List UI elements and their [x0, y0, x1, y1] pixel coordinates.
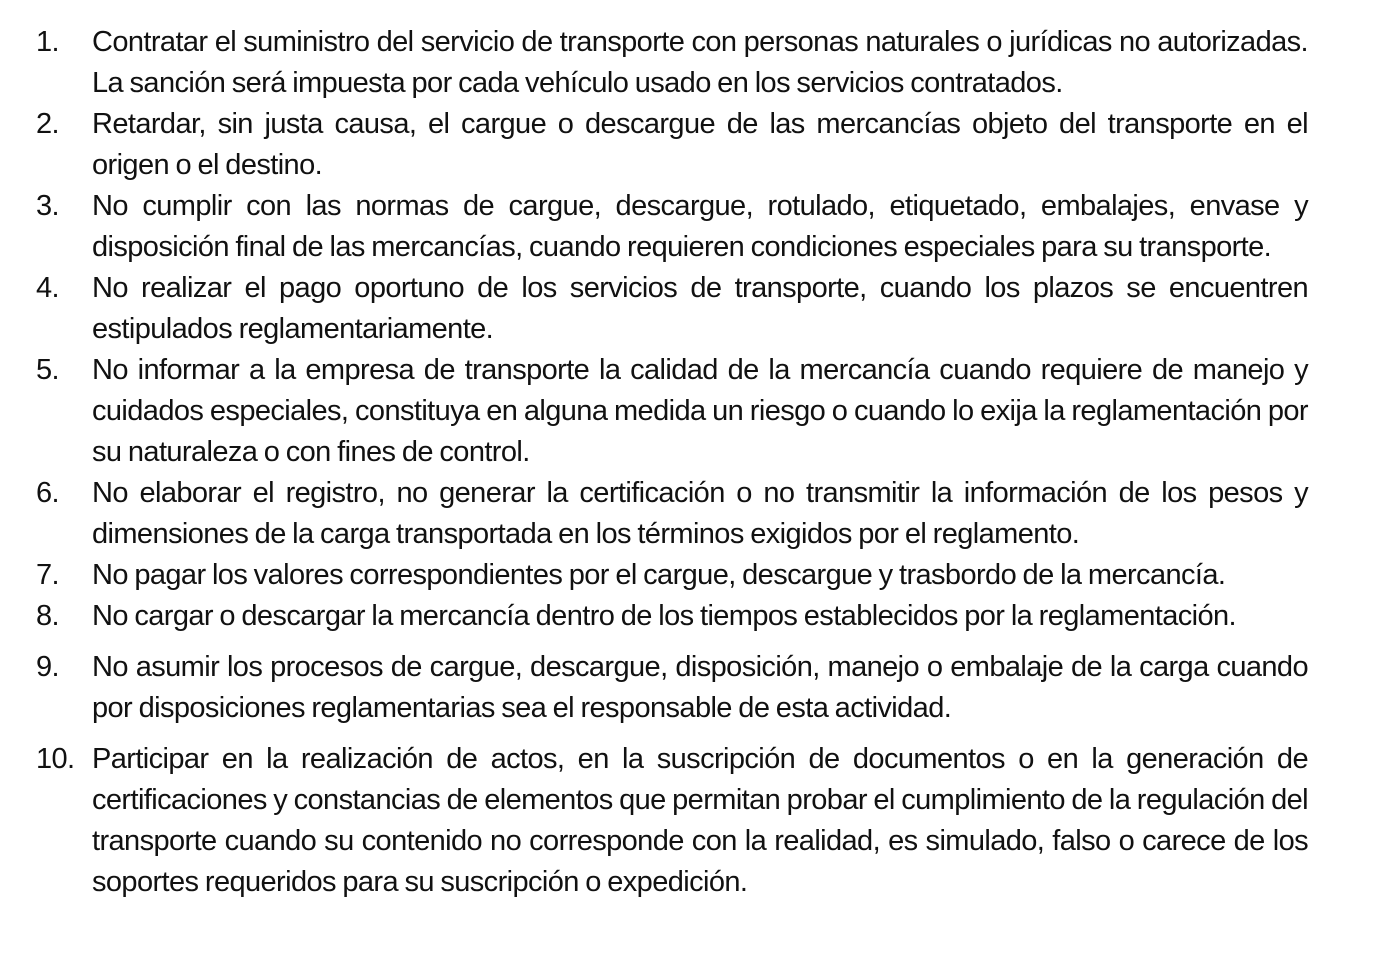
list-item: [0, 186, 1390, 268]
item-number: 1.: [36, 26, 59, 58]
list-item: [0, 268, 1390, 350]
list-item: [0, 22, 1390, 104]
item-number: 8.: [36, 600, 59, 632]
item-number: 6.: [36, 477, 59, 509]
item-number: 2.: [36, 108, 59, 140]
item-text: No informar a la empresa de transporte la calidad de la mercancía cuando requiere de manejo y cuidados especiales, constituya en alguna medida un riesgo o cuando lo exija la reglamentación por su naturaleza o con fines de control.: [92, 354, 1308, 468]
item-text: Participar en la realización de actos, en la suscripción de documentos o en la generación de certificaciones y constancias de elementos que permitan probar el cumplimiento de la regulación del transporte cuando su contenido no corresponde con la realidad, es simulado, falso o carece de los soportes requeridos para su suscripción o expedición.: [92, 743, 1308, 898]
item-text: No cumplir con las normas de cargue, descargue, rotulado, etiquetado, embalajes, envase y disposición final de las mercancías, cuando requieren condiciones especiales para su transporte.: [92, 190, 1308, 263]
item-text: Retardar, sin justa causa, el cargue o descargue de las mercancías objeto del transporte en el origen o el destino.: [92, 108, 1308, 181]
list-item: [0, 647, 1390, 729]
numbered-list: [0, 22, 1390, 903]
list-item: [0, 104, 1390, 186]
item-text: No realizar el pago oportuno de los servicios de transporte, cuando los plazos se encuentren estipulados reglamentariamente.: [92, 272, 1308, 345]
list-item: [0, 555, 1390, 596]
item-number: 9.: [36, 651, 59, 683]
item-number: 7.: [36, 559, 59, 591]
item-text: No pagar los valores correspondientes por el cargue, descargue y trasbordo de la mercancía.: [92, 559, 1226, 591]
list-item: [0, 350, 1390, 473]
list-item: [0, 473, 1390, 555]
item-text: Contratar el suministro del servicio de transporte con personas naturales o jurídicas no autorizadas. La sanción será impuesta por cada vehículo usado en los servicios contratados.: [92, 26, 1308, 99]
list-item: [0, 739, 1390, 903]
item-text: No cargar o descargar la mercancía dentro de los tiempos establecidos por la reglamentación.: [92, 600, 1236, 632]
item-number: 4.: [36, 272, 59, 304]
list-item: [0, 596, 1390, 637]
item-number: 5.: [36, 354, 59, 386]
item-number: 3.: [36, 190, 59, 222]
item-number: 10.: [36, 743, 75, 775]
item-text: No elaborar el registro, no generar la certificación o no transmitir la información de los pesos y dimensiones de la carga transportada en los términos exigidos por el reglamento.: [92, 477, 1308, 550]
item-text: No asumir los procesos de cargue, descargue, disposición, manejo o embalaje de la carga cuando por disposiciones reglamentarias sea el responsable de esta actividad.: [92, 651, 1308, 724]
